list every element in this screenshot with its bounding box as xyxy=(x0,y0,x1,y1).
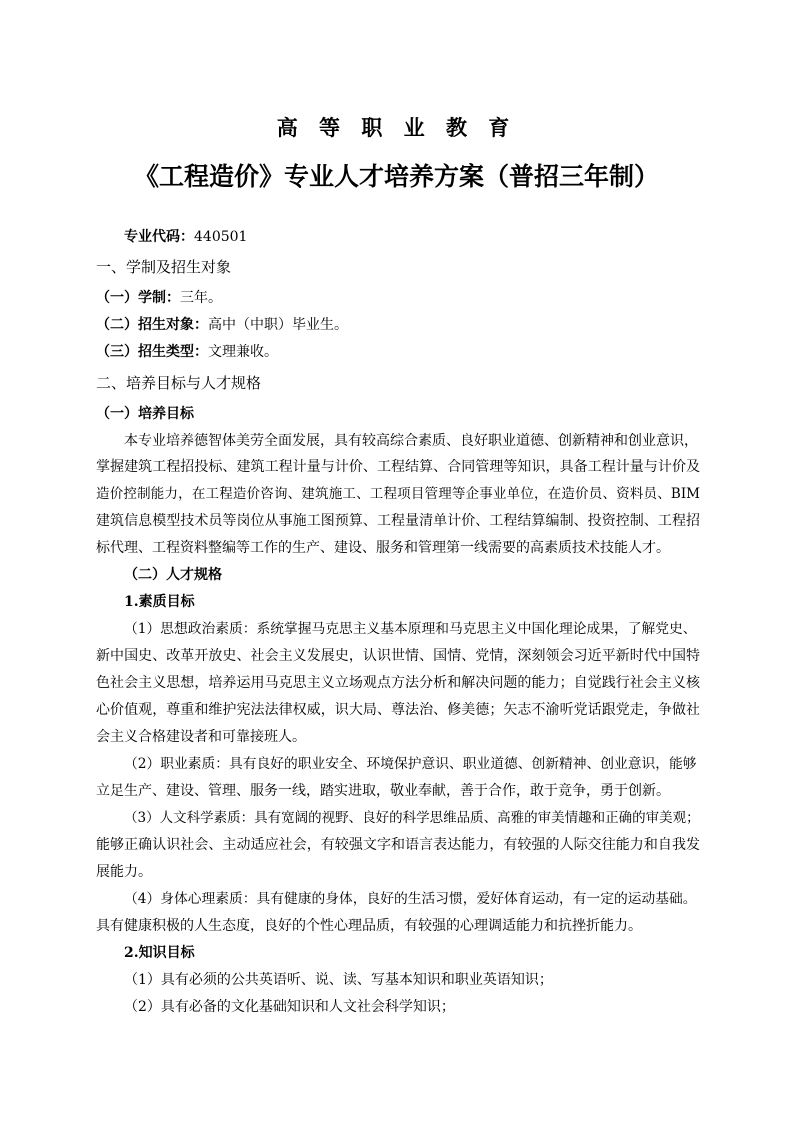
item-value: 高中（中职）毕业生。 xyxy=(208,317,348,333)
item-value: 文理兼收。 xyxy=(208,344,278,360)
paragraph-line: （1）思想政治素质：系统掌握马克思主义基本原理和马克思主义中国化理论成果，了解党史、 xyxy=(124,621,697,637)
major-code-value: 440501 xyxy=(194,229,248,245)
section-heading-1: 一、学制及招生对象 xyxy=(96,258,232,276)
subheading-training-goal: （一）培养目标 xyxy=(96,406,194,422)
document-title: 高 等 职 业 教 育 xyxy=(276,115,517,140)
knowledge-item: （2）具有必备的文化基础知识和人文社会科学知识； xyxy=(124,999,455,1015)
paragraph-line: 色社会主义思想，培养运用马克思主义立场观点方法分析和解决问题的能力；自觉践行社会主义核 xyxy=(96,675,700,691)
paragraph-line: （3）人文科学素质：具有宽阔的视野、良好的科学思维品质、高雅的审美情趣和正确的审美观； xyxy=(124,810,700,826)
paragraph-line: 本专业培养德智体美劳全面发展，具有较高综合素质、良好职业道德、创新精神和创业意识， xyxy=(124,433,698,449)
paragraph-line: 标代理、工程资料整编等工作的生产、建设、服务和管理第一线需要的高素质技术技能人才。 xyxy=(96,540,670,556)
paragraph-line: 会主义合格建设者和可靠接班人。 xyxy=(96,729,306,745)
item-label: 学制： xyxy=(138,290,180,306)
subheading-knowledge-goals: 2.知识目标 xyxy=(124,945,195,961)
document-subtitle: 《工程造价》专业人才培养方案（普招三年制） xyxy=(133,162,659,191)
item-enrollment-target xyxy=(96,315,700,335)
item-label: 招生类型： xyxy=(138,344,208,360)
paragraph-line: 造价控制能力，在工程造价咨询、建筑施工、工程项目管理等企事业单位，在造价员、资料员、BIM xyxy=(96,486,700,502)
paragraph-line: 展能力。 xyxy=(96,864,152,880)
paragraph-line: （4）身体心理素质：具有健康的身体，良好的生活习惯，爱好体育运动，有一定的运动基础。 xyxy=(124,891,697,907)
subheading-talent-spec: （二）人才规格 xyxy=(124,567,222,583)
item-enrollment-type xyxy=(96,342,700,362)
section-heading-2: 二、培养目标与人才规格 xyxy=(96,374,262,392)
paragraph-line: 立足生产、建设、管理、服务一线，踏实进取，敬业奉献，善于合作，敢于竞争，勇于创新。 xyxy=(96,783,670,799)
item-number: （一） xyxy=(96,290,138,306)
knowledge-item: （1）具有必须的公共英语听、说、读、写基本知识和职业英语知识； xyxy=(124,972,553,988)
item-duration xyxy=(96,288,700,308)
paragraph-line: 具有健康积极的人生态度，良好的个性心理品质，有较强的心理调适能力和抗挫折能力。 xyxy=(96,918,642,934)
subheading-quality-goals: 1.素质目标 xyxy=(124,594,195,610)
paragraph-line: 建筑信息模型技术员等岗位从事施工图预算、工程量清单计价、工程结算编制、投资控制、工程招 xyxy=(96,513,700,529)
paragraph-line: 心价值观，尊重和维护宪法法律权威，识大局、尊法治、修美德；矢志不渝听党话跟党走，争做社 xyxy=(96,702,700,718)
paragraph-line: （2）职业素质：具有良好的职业安全、环境保护意识、职业道德、创新精神、创业意识，能够 xyxy=(124,756,697,772)
major-code xyxy=(124,227,728,247)
paragraph-line: 掌握建筑工程招投标、建筑工程计量与计价、工程结算、合同管理等知识，具备工程计量与计价及 xyxy=(96,459,700,475)
paragraph-line: 能够正确认识社会、主动适应社会，有较强文字和语言表达能力，有较强的人际交往能力和自我发 xyxy=(96,837,700,853)
item-label: 招生对象： xyxy=(138,317,208,333)
item-value: 三年。 xyxy=(180,290,222,306)
major-code-label: 专业代码： xyxy=(124,229,194,245)
item-number: （二） xyxy=(96,317,138,333)
item-number: （三） xyxy=(96,344,138,360)
paragraph-line: 新中国史、改革开放史、社会主义发展史，认识世情、国情、党情，深刻领会习近平新时代中国特 xyxy=(96,648,700,664)
